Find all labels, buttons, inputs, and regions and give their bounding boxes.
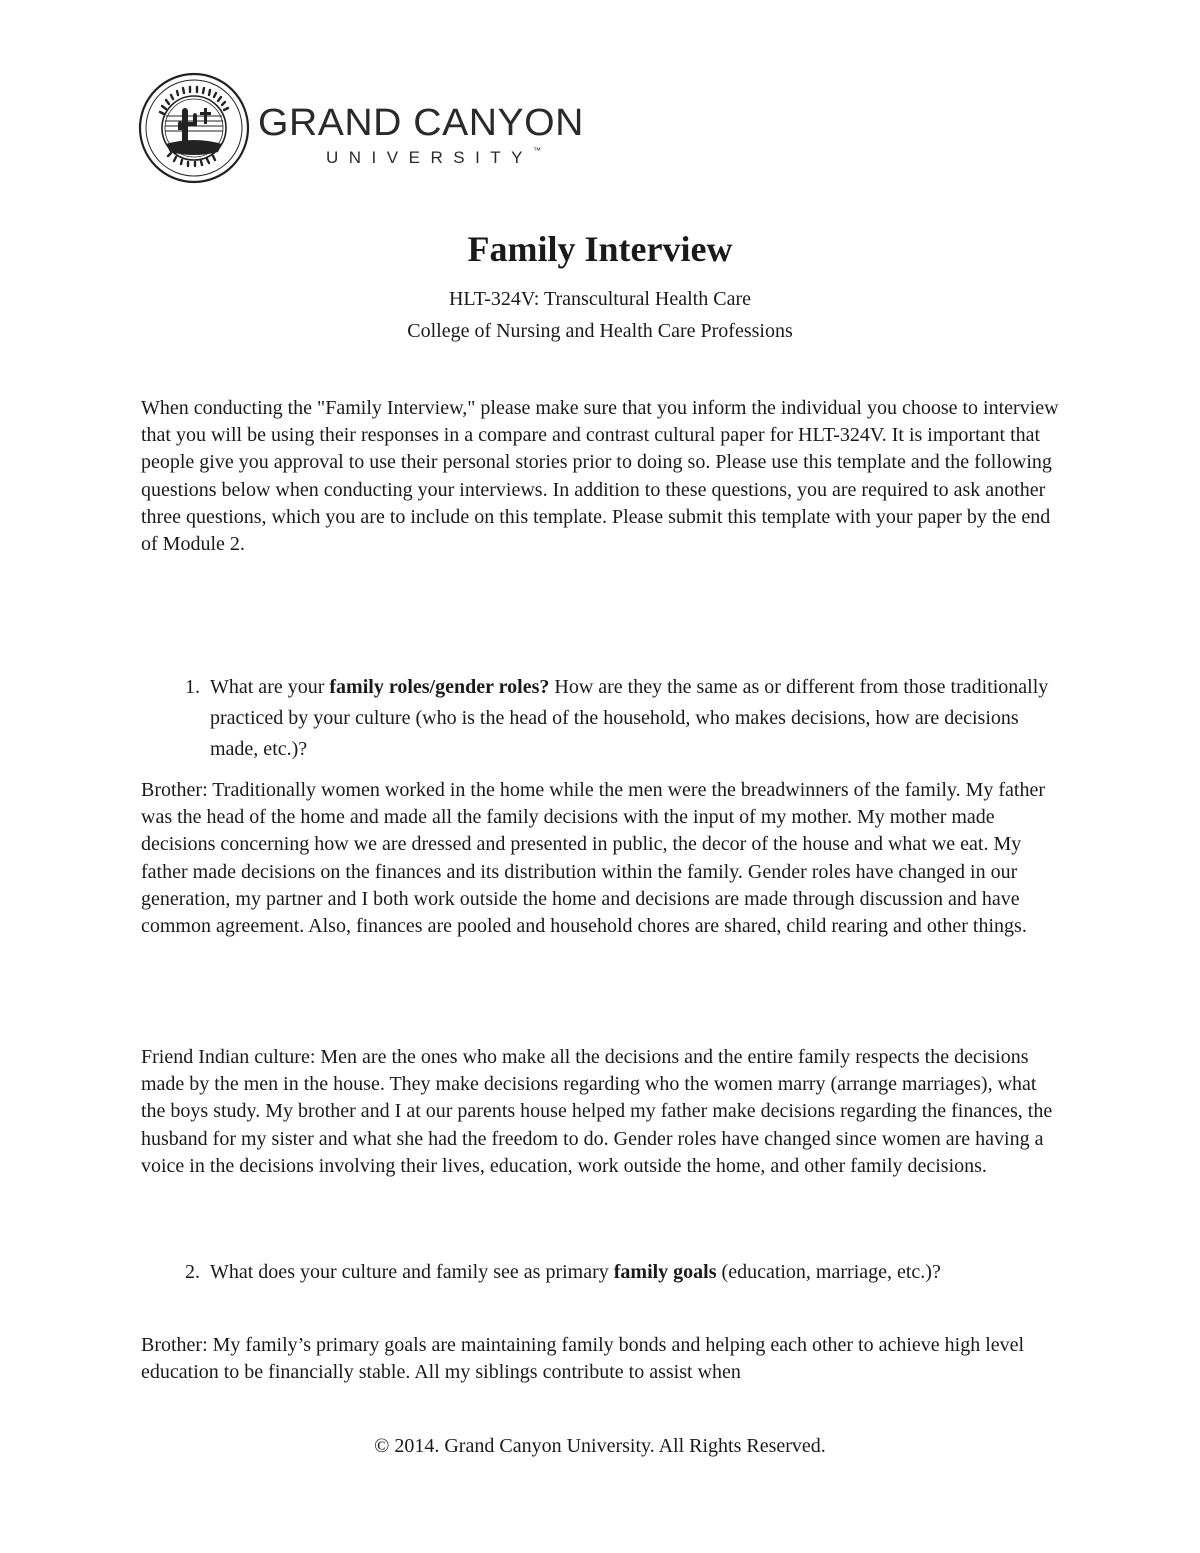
course-name: HLT-324V: Transcultural Health Care: [448, 288, 751, 310]
question-text-part: What are your: [210, 676, 330, 698]
document-title: Family Interview: [467, 229, 733, 269]
question-text: [210, 1257, 1050, 1288]
copyright-footer: © 2014. Grand Canyon University. All Rights Reserved.: [374, 1435, 826, 1457]
logo-main-text: GRAND CANYON: [258, 102, 584, 144]
question-keyword: family goals: [613, 1261, 717, 1283]
question-text: [210, 672, 1050, 765]
trademark-symbol: ™: [533, 146, 542, 155]
question-number: 2.: [185, 1261, 200, 1283]
question-text-part: How are they the same as or different from those traditionally practiced by your culture (who is the head of the household, who makes decisions, how are decisions made, etc.)?: [210, 676, 1049, 760]
answer-2-brother: Brother: My family’s primary goals are maintaining family bonds and helping each other to achieve high level education to be financially stable. All my siblings contribute to assist when: [141, 1334, 1025, 1384]
question-2: [170, 1257, 1050, 1288]
logo-sub-text: [326, 146, 541, 168]
answer-1-brother: Brother: Traditionally women worked in the home while the men were the breadwinners of the family. My father was the head of the home and made all the family decisions with the input of my mother. My mother made decisions concerning how we are dressed and presented in public, the decor of the house and what we eat. My father made decisions on the finances and its distribution within the family. Gender roles have changed in our generation, my partner and I both work outside the home and decisions are made through discussion and have common agreement. Also, finances are pooled and household chores are shared, child rearing and other things.: [141, 779, 1046, 938]
question-text-part: (education, marriage, etc.)?: [716, 1261, 941, 1283]
college-name: College of Nursing and Health Care Professions: [407, 320, 793, 342]
question-1: [170, 672, 1050, 765]
question-number: 1.: [185, 676, 200, 698]
intro-paragraph: When conducting the "Family Interview," please make sure that you inform the individual you choose to interview that you will be using their responses in a compare and contrast cultural paper for HLT-324V. It is important that people give you approval to use their personal stories prior to doing so. Please use this template and the following questions below when conducting your interviews. In addition to these questions, you are required to ask another three questions, which you are to include on this template. Please submit this template with your paper by the end of Module 2.: [141, 397, 1059, 556]
university-logo: [138, 72, 618, 184]
university-seal-icon: [138, 72, 250, 184]
university-wordmark: [258, 102, 618, 172]
logo-sub-label: UNIVERSITY: [326, 148, 534, 167]
question-keyword: family roles/gender roles?: [329, 676, 550, 698]
answer-1-friend: Friend Indian culture: Men are the ones who make all the decisions and the entire family respects the decisions made by the men in the house. They make decisions regarding who the women marry (arrange marriages), what the boys study. My brother and I at our parents house helped my father make decisions regarding the finances, the husband for my sister and what she had the freedom to do. Gender roles have changed since women are having a voice in the decisions involving their lives, education, work outside the home, and other family decisions.: [141, 1046, 1053, 1177]
question-text-part: What does your culture and family see as primary: [210, 1261, 614, 1283]
